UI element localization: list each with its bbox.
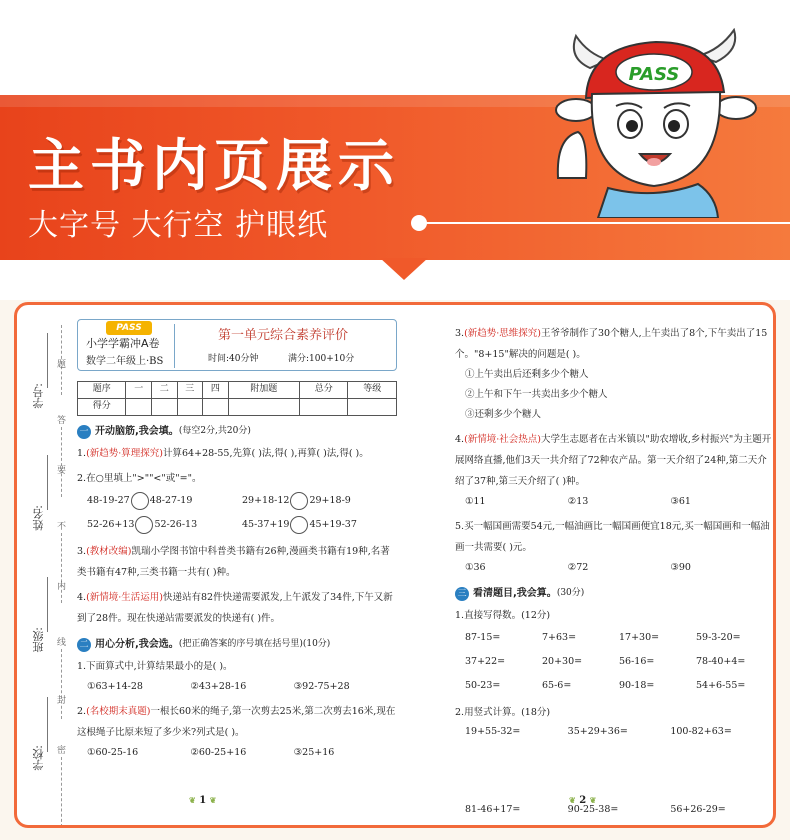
compare-right: 52-26-13 [154,519,198,530]
seal-line [61,533,62,603]
seal-char: 题 [57,360,67,370]
score-table-header: 等级 [348,382,397,399]
score-table-header: 二 [152,382,178,399]
option[interactable]: ①36 [465,562,486,573]
compare-row [77,489,397,513]
question-2-1 [77,656,397,677]
calc-item: 37+22= [465,656,506,667]
exam-time: 时间:40分钟 [208,354,259,364]
calc-item: 90-18= [619,680,655,691]
question-3-1 [455,605,773,626]
seal-char: 封 [57,696,67,706]
seal-char: 答 [57,416,67,426]
compare-right: 48-27-19 [149,495,193,506]
question-number: 4. [455,434,465,445]
seal-char: 密 [57,746,67,756]
question-tag: (新情境·社会热点) [464,434,542,445]
question-number: 5. [455,521,465,532]
question-text: 凯瑞小学图书馆中科普类书籍有26种,漫画类书籍有19种,名著类书籍有47种,三类书籍一共有( )种。 [77,546,390,578]
page-1-footer [189,795,216,806]
leaf-icon: ❦ [569,795,576,805]
compare-pair [87,489,242,513]
calc-item: 59-3-20= [696,632,741,643]
calc-row [455,650,773,674]
vertical-calc-row [455,723,773,803]
banner-notch [380,258,428,280]
compare-left: 29+18-12 [242,495,290,506]
binding-underline [47,697,48,752]
question-1-1 [77,443,397,464]
option[interactable]: ①11 [465,496,486,507]
question-text: 王爷爷制作了30个糖人,上午卖出了8个,下午卖出了15个。"8+15"解决的问题是( )。 [455,328,768,360]
banner-title: 主书内页展示 [28,134,400,199]
question-tag: (新趋势·算理探究) [86,448,164,459]
section-note: (每空2分,共20分) [178,425,251,436]
compare-pair [242,489,397,513]
score-row-label: 得分 [78,399,126,416]
option[interactable]: ②60-25+16 [190,747,247,758]
options-row [77,677,397,697]
question-number: 1. [77,448,87,459]
section-number-badge: 三 [455,587,469,601]
score-cell[interactable] [348,399,397,416]
full-score: 满分:100+10分 [288,354,355,364]
vertical-calc-item: 19+55-32= [465,726,521,737]
seal-char: 不 [57,522,67,532]
question-tag: (教材改编) [86,546,132,557]
calc-row [455,626,773,650]
score-table [77,381,397,416]
leaf-icon: ❦ [209,795,217,805]
binding-strip [17,305,75,825]
calc-row [455,674,773,698]
question-number: 2. [77,473,87,484]
score-cell[interactable] [228,399,299,416]
page-2 [455,319,773,817]
calc-item: 20+30= [542,656,583,667]
score-cell[interactable] [152,399,178,416]
calc-item: 54+6-55= [696,680,746,691]
option[interactable]: ③61 [670,496,691,507]
question-tag: (名校期末真题) [86,706,151,717]
question-1-3 [77,541,397,583]
cap-logo-text: PASS [628,64,680,85]
promo-banner [0,0,790,300]
question-2-4 [455,429,773,492]
compare-pair [87,513,242,537]
options-row [77,743,397,763]
compare-row [77,513,397,537]
calc-item: 78-40+4= [696,656,746,667]
question-number: 2. [77,706,87,717]
question-text: 快递站有82件快递需要派发,上午派发了34件,下午又新到了28件。现在快递站需要派发的快递有( )件。 [77,592,393,624]
option[interactable]: ①63+14-28 [87,681,143,692]
question-2-2 [77,701,397,743]
question-number: 3. [77,546,87,557]
score-cell[interactable] [203,399,229,416]
options-list [455,365,773,425]
page-1 [77,319,397,763]
question-3-2 [455,702,773,723]
compare-circle[interactable] [131,492,149,510]
vertical-calc-item: 100-82+63= [670,726,732,737]
question-text: 买一幅国画需要54元,一幅油画比一幅国画便宜18元,买一幅国画和一幅油画一共需要( )元。 [455,521,770,553]
score-cell[interactable] [126,399,152,416]
compare-circle[interactable] [290,516,308,534]
option[interactable]: ①60-25-16 [87,747,139,758]
compare-pair [242,513,397,537]
question-number: 1. [77,661,87,672]
score-table-header: 总分 [300,382,348,399]
calc-item: 65-6= [542,680,572,691]
binding-label-school: 学校: [32,745,45,771]
banner-subtitle: 大字号 大行空 护眼纸 [28,208,329,243]
question-text: 计算64+28-55,先算( )法,得( ),再算( )法,得( )。 [163,448,369,459]
calc-item: 87-15= [465,632,501,643]
question-text: 下面算式中,计算结果最小的是( )。 [86,661,233,672]
seal-line [61,427,62,497]
binding-label-name: 姓名: [32,505,45,531]
section-3-title [455,586,773,601]
seal-line [61,649,62,719]
score-table-header: 一 [126,382,152,399]
seal-char: 内 [57,582,67,592]
binding-label-student-no: 学号: [32,383,45,409]
vertical-calc-item: 35+29+36= [567,726,628,737]
question-tag: (新情境·生活运用) [86,592,164,603]
section-2-title [77,637,397,652]
vertical-calc-item: 56+26-29= [670,804,726,815]
compare-right: 29+18-9 [309,495,351,506]
question-text: 直接写得数。(12分) [464,610,551,621]
unit-title: 第一单元综合素养评价 [218,328,349,343]
option[interactable]: ②43+28-16 [190,681,247,692]
exam-header [77,319,397,371]
grade-label: 数学二年级上·BS [86,356,164,367]
score-table-row [78,399,397,416]
calc-item: 50-23= [465,680,501,691]
section-note: (把正确答案的序号填在括号里)(10分) [178,638,331,649]
vertical-calc-row [455,803,773,817]
question-number: 3. [455,328,465,339]
score-table-header: 附加题 [228,382,299,399]
question-2-3 [455,323,773,365]
pass-logo: PASS [106,321,152,335]
section-number-badge: 二 [77,638,91,652]
page-number: 1 [199,795,207,806]
compare-right: 45+19-37 [309,519,357,530]
section-name: 开动脑筋,我会填。 [95,426,179,437]
option[interactable]: ②13 [567,496,589,507]
leaf-icon: ❦ [189,795,196,805]
question-text: 一根长60米的绳子,第一次剪去25米,第二次剪去16米,现在这根绳子比原来短了多少米?列式是( )。 [77,706,396,738]
score-cell[interactable] [177,399,203,416]
calc-item: 17+30= [619,632,660,643]
compare-left: 48-19-27 [87,495,130,506]
header-divider [174,324,175,368]
question-2-5 [455,516,773,558]
section-name: 看清题目,我会算。 [473,588,557,599]
score-table-header-row [78,382,397,399]
section-note: (30分) [556,587,585,598]
question-text: 大学生志愿者在古米镇以"助农增收,乡村振兴"为主题开展网络直播,他们3天一共介绍了72种农产品。第一天介绍了24种,第二天介绍了37种,第三天介绍了( )种。 [455,434,772,487]
banner-line [418,222,790,224]
cow-mascot-icon [548,28,770,218]
question-number: 1. [455,610,465,621]
seal-char: 要 [57,466,67,476]
page-2-footer [569,795,596,806]
binding-underline [47,455,48,510]
calc-item: 56-16= [619,656,655,667]
vertical-calc-item: 90-25-38= [567,804,619,815]
score-table-header: 四 [203,382,229,399]
option[interactable]: ③还剩多少个糖人 [465,409,542,420]
section-name: 用心分析,我会选。 [95,639,179,650]
leaf-icon: ❦ [589,795,597,805]
score-cell[interactable] [300,399,348,416]
question-text: 用竖式计算。(18分) [464,707,551,718]
score-table-header: 题序 [78,382,126,399]
compare-left: 52-26+13 [87,519,135,530]
series-name: 小学学霸冲A卷 [86,337,160,350]
calc-item: 7+63= [542,632,577,643]
binding-label-class: 班级: [32,627,45,653]
compare-left: 45-37+19 [242,519,290,530]
option[interactable]: ②上午和下午一共卖出多少个糖人 [465,389,608,400]
compare-circle[interactable] [135,516,153,534]
question-tag: (新趋势·思维探究) [464,328,542,339]
question-1-4 [77,587,397,629]
compare-circle[interactable] [290,492,308,510]
options-row [455,558,773,578]
options-row [455,492,773,512]
score-table-header: 三 [177,382,203,399]
binding-underline [47,577,48,632]
option[interactable]: ③90 [670,562,691,573]
binding-underline [47,333,48,388]
option[interactable]: ①上午卖出后还剩多少个糖人 [465,369,589,380]
option[interactable]: ③25+16 [293,747,335,758]
book-pages [14,302,776,828]
option[interactable]: ③92-75+28 [293,681,350,692]
seal-char: 线 [57,638,67,648]
question-number: 4. [77,592,87,603]
seal-line [61,757,62,827]
vertical-calc-item: 81-46+17= [465,804,521,815]
question-number: 2. [455,707,465,718]
section-1-title [77,424,397,439]
section-number-badge: 一 [77,425,91,439]
question-text: 在○里填上">""<"或"="。 [86,473,202,484]
option[interactable]: ②72 [567,562,589,573]
page-number: 2 [579,795,587,806]
question-1-2 [77,468,397,489]
